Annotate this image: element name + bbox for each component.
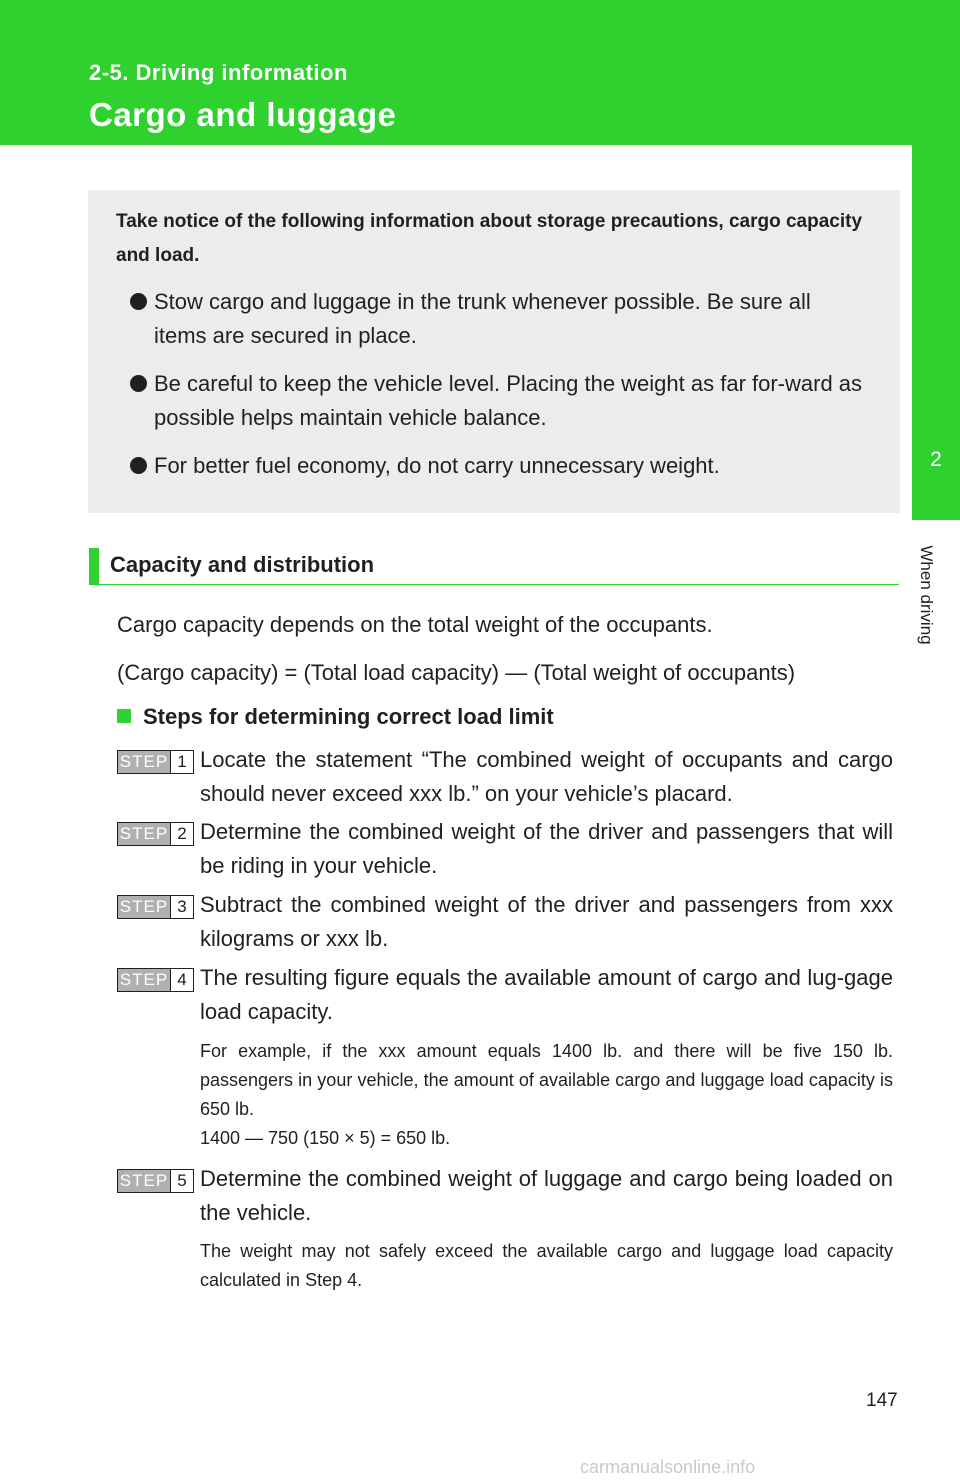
notice-bullet-text: For better fuel economy, do not carry unnecessary weight.	[154, 453, 720, 478]
step-badge	[117, 968, 194, 992]
notice-bullet	[154, 449, 866, 483]
subsection-heading	[89, 548, 899, 585]
step-text: Determine the combined weight of luggage and cargo being loaded on the vehicle.	[200, 1166, 893, 1225]
subsection-heading-text: Capacity and distribution	[110, 552, 375, 577]
step-number: 5	[170, 1170, 193, 1192]
bullet-icon	[130, 375, 147, 392]
intro-paragraph: Cargo capacity depends on the total weight of the occupants.	[117, 612, 713, 637]
notice-bullet-text: Be careful to keep the vehicle level. Placing the weight as far for-ward as possible helps maintain vehicle balance.	[154, 371, 863, 430]
notice-bullet	[154, 367, 866, 435]
step-badge	[117, 1169, 194, 1193]
notice-bullet-text: Stow cargo and luggage in the trunk whenever possible. Be sure all items are secured in place.	[154, 289, 811, 348]
bullet-icon	[130, 293, 147, 310]
step-label: STEP	[119, 824, 169, 843]
page-title: Cargo and luggage	[89, 96, 397, 133]
step-badge	[117, 822, 194, 846]
step-label: STEP	[119, 970, 169, 989]
step-badge	[117, 750, 194, 774]
step-number: 3	[170, 896, 193, 918]
chapter-tab	[912, 145, 960, 520]
steps-heading-text: Steps for determining correct load limit	[143, 704, 554, 729]
step-number: 2	[170, 823, 193, 845]
step-note: The weight may not safely exceed the available cargo and luggage load capacity calculated in Step 4.	[200, 1241, 893, 1290]
step-note: For example, if the xxx amount equals 1400 lb. and there will be five 150 lb. passengers in your vehicle, the amount of available cargo and luggage load capacity is 650 lb.	[200, 1041, 893, 1119]
bullet-icon	[130, 457, 147, 474]
step-number: 4	[170, 969, 193, 991]
step-badge	[117, 895, 194, 919]
notice-bullet	[154, 285, 866, 353]
step-text: Subtract the combined weight of the driver and passengers from xxx kilograms or xxx lb.	[200, 892, 893, 951]
step-text: The resulting figure equals the available amount of cargo and lug-gage load capacity.	[200, 965, 893, 1024]
step-label: STEP	[119, 897, 169, 916]
step-text: Locate the statement “The combined weight of occupants and cargo should never exceed xxx lb.” on your vehicle’s placard.	[200, 747, 893, 806]
step-label: STEP	[119, 752, 169, 771]
notice-intro: Take notice of the following information about storage precautions, cargo capacity and load.	[116, 211, 863, 266]
steps-heading	[117, 704, 554, 730]
chapter-label: When driving	[917, 545, 936, 645]
square-bullet-icon	[117, 709, 131, 723]
page-header	[0, 0, 960, 145]
watermark: carmanualsonline.info	[580, 1457, 756, 1477]
step-number: 1	[170, 751, 193, 773]
section-number: 2-5. Driving information	[89, 60, 348, 85]
page-number: 147	[866, 1390, 898, 1411]
chapter-number: 2	[930, 448, 942, 471]
step-label: STEP	[119, 1171, 169, 1190]
step-text: Determine the combined weight of the driver and passengers that will be riding in your vehicle.	[200, 819, 893, 878]
notice-box	[88, 190, 900, 513]
step-calculation: 1400 — 750 (150 × 5) = 650 lb.	[200, 1128, 451, 1148]
formula-paragraph: (Cargo capacity) = (Total load capacity) — (Total weight of occupants)	[117, 660, 796, 685]
heading-bar	[89, 548, 99, 584]
